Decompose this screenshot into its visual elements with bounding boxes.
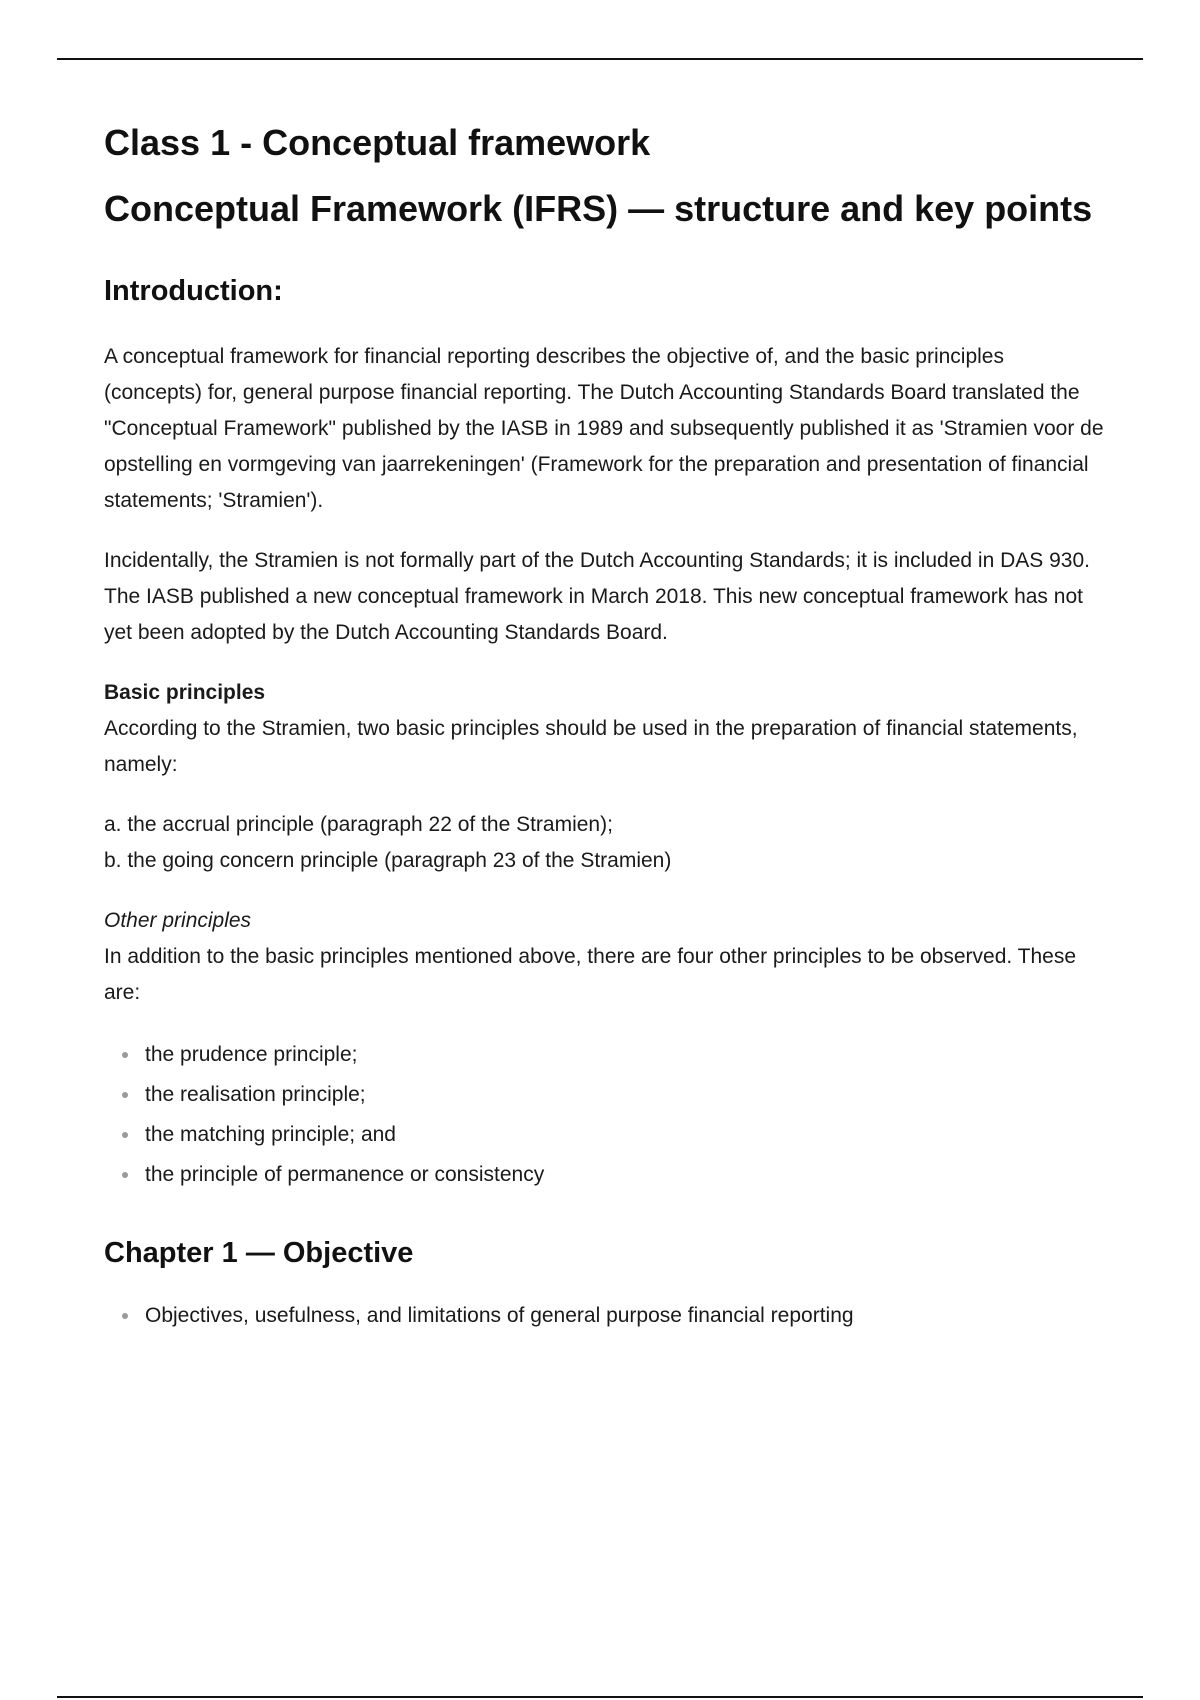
page-title: Conceptual Framework (IFRS) — structure and key points <box>104 188 1093 229</box>
other-principles-intro: In addition to the basic principles mentioned above, there are four other principles to be observed. These are: <box>104 944 1077 1004</box>
basic-principles-intro: According to the Stramien, two basic principles should be used in the preparation of financial statements, namely: <box>104 716 1078 776</box>
basic-principles-list <box>104 807 1104 879</box>
list-item: a. the accrual principle (paragraph 22 of the Stramien); <box>104 812 613 836</box>
bullet-icon <box>122 1313 128 1319</box>
basic-principles-heading: Basic principles <box>104 680 266 704</box>
list-item: b. the going concern principle (paragraph 23 of the Stramien) <box>104 848 672 872</box>
list-item <box>104 1035 1104 1075</box>
list-item-text: the realisation principle; <box>145 1082 366 1106</box>
list-item <box>104 1296 1104 1336</box>
introduction-paragraph-2: Incidentally, the Stramien is not formally part of the Dutch Accounting Standards; it is included in DAS 930. The IASB published a new conceptual framework in March 2018. This new conceptual framework has not yet been adopted by the Dutch Accounting Standards Board. <box>104 548 1090 644</box>
list-item-text: the principle of permanence or consistency <box>145 1162 545 1186</box>
bullet-icon <box>122 1172 128 1178</box>
chapter-1-list <box>104 1296 1104 1336</box>
list-item <box>104 1075 1104 1115</box>
chapter-1-heading: Chapter 1 — Objective <box>104 1236 414 1269</box>
list-item <box>104 1115 1104 1155</box>
bullet-icon <box>122 1132 128 1138</box>
list-item-text: the matching principle; and <box>145 1122 396 1146</box>
list-item-text: the prudence principle; <box>145 1042 358 1066</box>
other-principles-heading: Other principles <box>104 908 252 932</box>
top-divider <box>57 58 1143 60</box>
list-item <box>104 1155 1104 1195</box>
introduction-paragraph-1: A conceptual framework for financial reporting describes the objective of, and the basic principles (concepts) for, general purpose financial reporting. The Dutch Accounting Standards Board translated the "Conceptual Framework" published by the IASB in 1989 and subsequently published it as 'Stramien voor de opstelling en vormgeving van jaarrekeningen' (Framework for the preparation and presentation of financial statements; 'Stramien'). <box>104 344 1104 512</box>
class-title: Class 1 - Conceptual framework <box>104 122 651 163</box>
bullet-icon <box>122 1052 128 1058</box>
document-body <box>104 120 1104 1336</box>
other-principles-list <box>104 1035 1104 1195</box>
list-item-text: Objectives, usefulness, and limitations of general purpose financial reporting <box>145 1304 854 1328</box>
bottom-divider <box>57 1696 1143 1698</box>
bullet-icon <box>122 1092 128 1098</box>
introduction-heading: Introduction: <box>104 274 283 307</box>
